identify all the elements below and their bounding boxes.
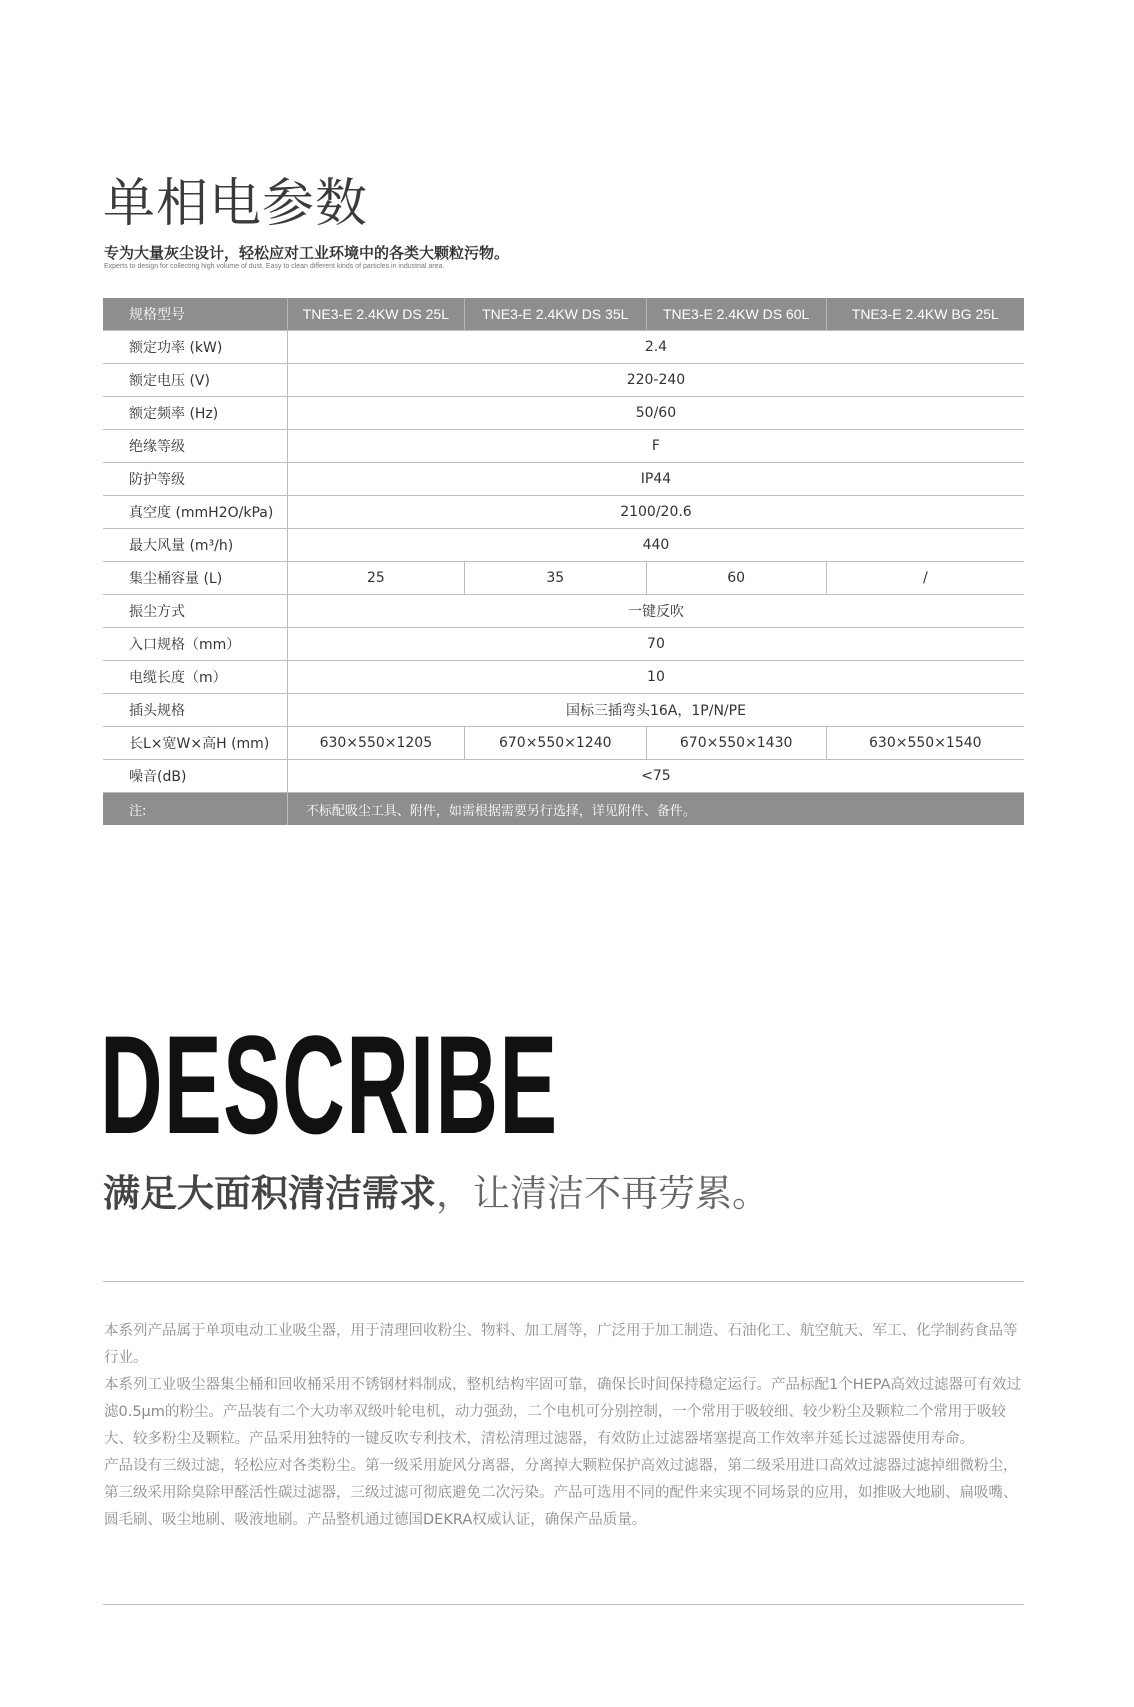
table-row <box>103 727 1024 760</box>
row-value: 国标三插弯头16A，1P/N/PE <box>287 694 1024 727</box>
description-paragraph: 产品设有三级过滤，轻松应对各类粉尘。第一级采用旋风分离器，分离掉大颗粒保护高效过滤器，第二级采用进口高效过滤器过滤掉细微粉尘，第三级采用除臭除甲醛活性碳过滤器，三级过滤可彻底避免二次污染。产品可选用不同的配件来实现不同场景的应用，如推吸大地刷、扁吸嘴、圆毛刷、吸尘地刷、吸液地刷。产品整机通过德国DEKRA权威认证，确保产品质量。 <box>104 1458 1018 1528</box>
row-label: 最大风量 (m³/h) <box>103 529 287 562</box>
row-label: 长L×宽W×高H (mm) <box>103 727 287 760</box>
model-header: TNE3-E 2.4KW BG 25L <box>826 298 1024 331</box>
row-value: 670×550×1240 <box>464 727 646 760</box>
note-label: 注: <box>103 793 287 826</box>
row-value: 670×550×1430 <box>646 727 826 760</box>
row-value: 10 <box>287 661 1024 694</box>
row-label: 绝缘等级 <box>103 430 287 463</box>
table-row <box>103 430 1024 463</box>
table-row <box>103 628 1024 661</box>
row-value: 2.4 <box>287 331 1024 364</box>
table-row <box>103 364 1024 397</box>
slogan-light: ，让清洁不再劳累。 <box>436 1172 769 1215</box>
table-row <box>103 661 1024 694</box>
slogan-strong: 满足大面积清洁需求 <box>103 1172 436 1215</box>
row-value: IP44 <box>287 463 1024 496</box>
row-label: 电缆长度（m） <box>103 661 287 694</box>
description-paragraph: 本系列产品属于单项电动工业吸尘器，用于清理回收粉尘、物料、加工屑等，广泛用于加工制造、石油化工、航空航天、军工、化学制药食品等行业。 <box>104 1323 1018 1366</box>
header-label: 规格型号 <box>103 298 287 331</box>
row-value: 35 <box>464 562 646 595</box>
model-header: TNE3-E 2.4KW DS 35L <box>464 298 646 331</box>
table-note-row <box>103 793 1024 826</box>
subtitle-english: Experts to design for collecting high volume of dust. Easy to clean different kinds of particles in industrial area. <box>104 263 445 270</box>
describe-heading: DESCRIBE <box>100 1006 559 1163</box>
table-row <box>103 463 1024 496</box>
table-row <box>103 496 1024 529</box>
row-value: 一键反吹 <box>287 595 1024 628</box>
row-value: 440 <box>287 529 1024 562</box>
row-value: 630×550×1540 <box>826 727 1024 760</box>
row-label: 额定电压 (V) <box>103 364 287 397</box>
row-value: F <box>287 430 1024 463</box>
model-header: TNE3-E 2.4KW DS 60L <box>646 298 826 331</box>
table-header-row <box>103 298 1024 331</box>
description <box>104 1318 1028 1534</box>
spec-table <box>103 298 1024 825</box>
divider-bottom <box>103 1604 1024 1605</box>
row-value: 60 <box>646 562 826 595</box>
table-row <box>103 562 1024 595</box>
note-text: 不标配吸尘工具、附件，如需根据需要另行选择，详见附件、备件。 <box>287 793 1024 826</box>
row-label: 真空度 (mmH2O/kPa) <box>103 496 287 529</box>
table-row <box>103 529 1024 562</box>
description-paragraph: 本系列工业吸尘器集尘桶和回收桶采用不锈钢材料制成，整机结构牢固可靠，确保长时间保持稳定运行。产品标配1个HEPA高效过滤器可有效过滤0.5μm的粉尘。产品装有二个大功率双级叶轮电机，动力强劲，二个电机可分别控制，一个常用于吸较细、较少粉尘及颗粒二个常用于吸较大、较多粉尘及颗粒。产品采用独特的一键反吹专利技术，清松清理过滤器，有效防止过滤器堵塞提高工作效率并延长过滤器使用寿命。 <box>104 1377 1022 1447</box>
row-value: 630×550×1205 <box>287 727 464 760</box>
row-label: 振尘方式 <box>103 595 287 628</box>
page-title: 单相电参数 <box>103 174 369 234</box>
model-header: TNE3-E 2.4KW DS 25L <box>287 298 464 331</box>
subtitle-chinese: 专为大量灰尘设计，轻松应对工业环境中的各类大颗粒污物。 <box>104 244 510 262</box>
row-label: 插头规格 <box>103 694 287 727</box>
row-label: 额定功率 (kW) <box>103 331 287 364</box>
row-value: 25 <box>287 562 464 595</box>
row-value: 220-240 <box>287 364 1024 397</box>
row-label: 噪音(dB) <box>103 760 287 793</box>
table-row <box>103 331 1024 364</box>
divider-top <box>103 1281 1024 1282</box>
table-row <box>103 760 1024 793</box>
row-label: 集尘桶容量 (L) <box>103 562 287 595</box>
slogan <box>103 1172 769 1215</box>
table-row <box>103 397 1024 430</box>
row-value: 50/60 <box>287 397 1024 430</box>
table-row <box>103 595 1024 628</box>
row-value: <75 <box>287 760 1024 793</box>
row-value: 70 <box>287 628 1024 661</box>
row-label: 入口规格（mm） <box>103 628 287 661</box>
table-row <box>103 694 1024 727</box>
row-label: 防护等级 <box>103 463 287 496</box>
row-value: 2100/20.6 <box>287 496 1024 529</box>
row-label: 额定频率 (Hz) <box>103 397 287 430</box>
row-value: / <box>826 562 1024 595</box>
